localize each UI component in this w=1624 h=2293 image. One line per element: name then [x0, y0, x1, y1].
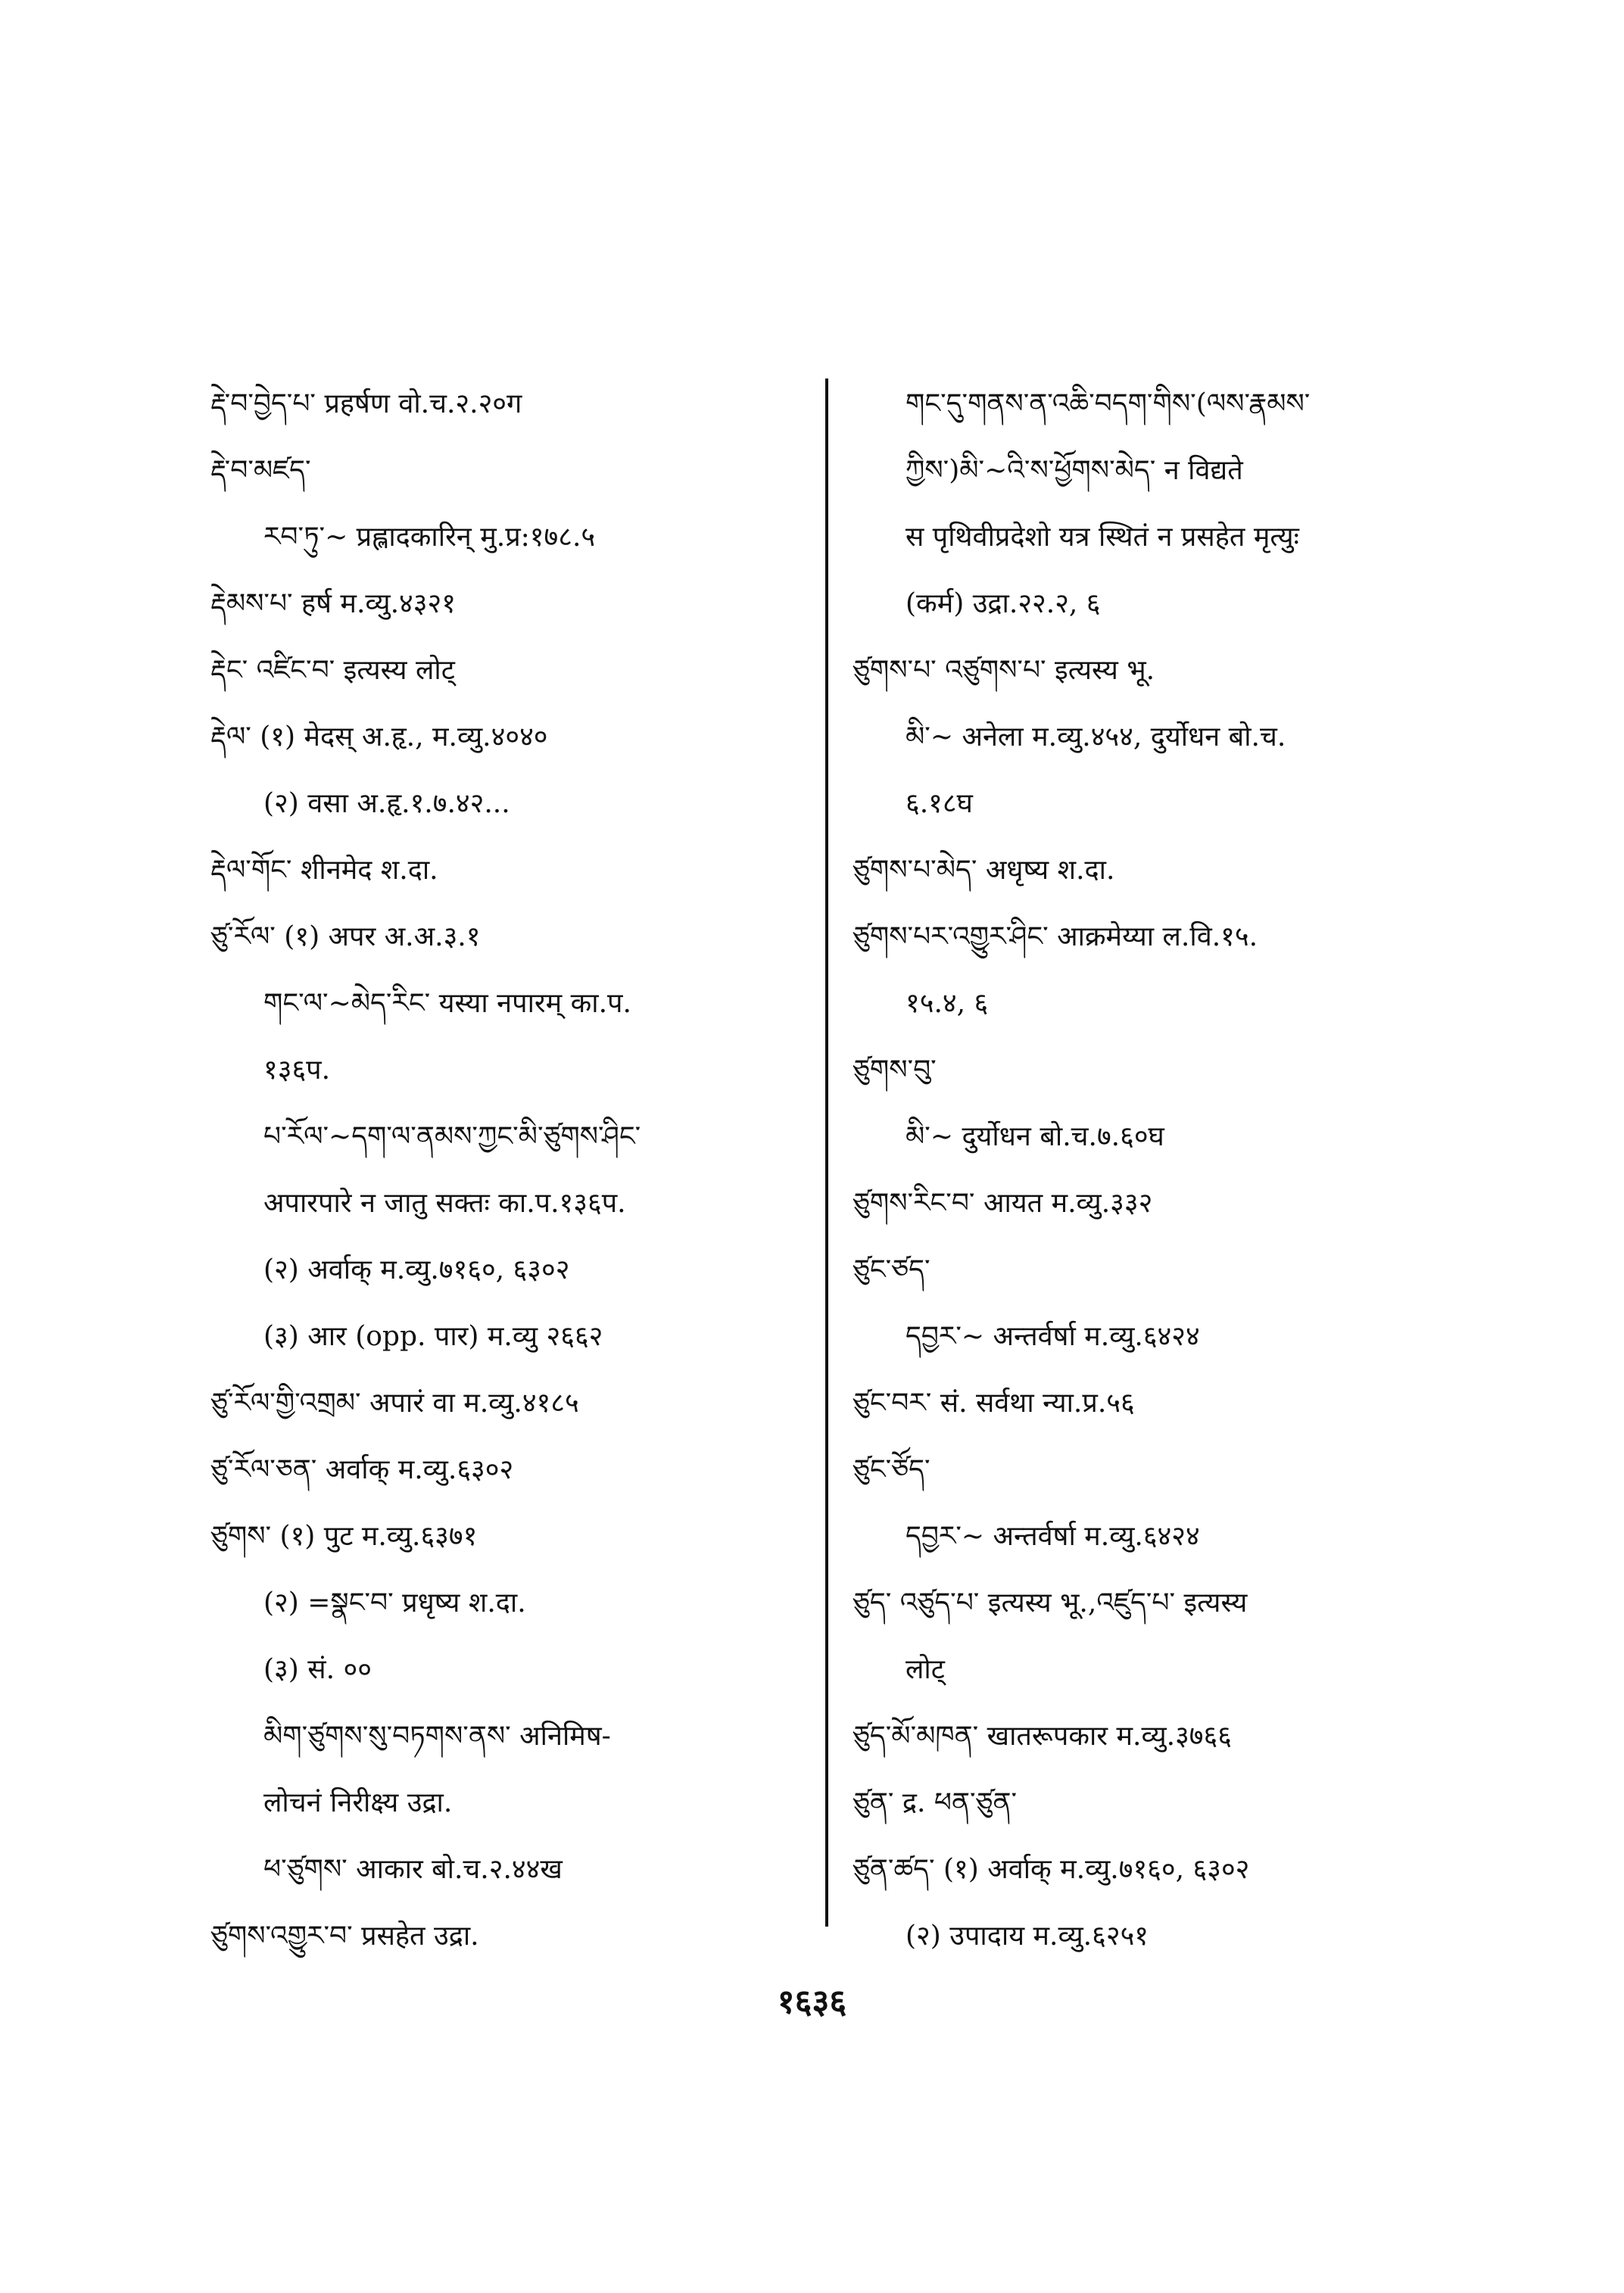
page-number: १६३६ [777, 1983, 847, 2021]
entry-line: པ་རོལ་~དག་ལ་ནམས་ཀྱང་མི་ཙུགས་ཤིང་ [263, 1121, 641, 1152]
entry-line: ཙུད་ འཙུད་པ་ इत्यस्य भू.,འཛུད་པ་ इत्यस्य [853, 1587, 1248, 1618]
entry-line: ཙུགས་རིང་བ་ आयत म.व्यु.३३२ [853, 1188, 1153, 1219]
entry-line: རྡེ་བ་བྱེད་པ་ प्रहर्षण वो.च.२.२०ग [210, 388, 522, 419]
left-column [210, 371, 809, 1970]
entry-line: ६.१८घ [906, 788, 973, 819]
entry-line: १३६प. [263, 1055, 331, 1086]
entry-line: རྡེལ་ (१) मेदस् अ.हृ., म.व्यु.४०४० [210, 721, 548, 752]
entry-line: ཙུན་ द्र. ཕན་ཙུན་ [853, 1787, 1018, 1818]
entry-line: མི་~ दुर्योधन बो.च.७.६०घ [906, 1121, 1164, 1152]
entry-line: ཙུ་རོལ་ཅན་ अर्वाक् म.व्यु.६३०२ [210, 1454, 514, 1485]
entry-line: ཀྱིས་)མི་~འི་ས་ཕྱོགས་མེད་ न विद्यते [906, 455, 1243, 486]
entry-line: ཙུང་བར་ सं. सर्वथा न्या.प्र.५६ [853, 1388, 1135, 1419]
entry-line: ཙུགས་ (१) पुट म.व्यु.६३७१ [210, 1521, 478, 1552]
entry-line: ཙུགས་པ་ འཙུགས་པ་ इत्यस्य भू. [853, 655, 1155, 686]
entry-line: (२) अर्वाक् म.व्यु.७१६०, ६३०२ [263, 1254, 570, 1285]
entry-line: མི་~ अनेला म.व्यु.४५४, दुर्योधन बो.च. [906, 721, 1286, 752]
entry-line: ཙུགས་བུ་ [853, 1055, 937, 1086]
entry-line: གང་ལ་~མེད་རིང་ यस्या नपारम् का.प. [263, 988, 631, 1019]
entry-line: ཙུན་ཚད་ (१) अर्वाक् म.व्यु.७१६०, ६३०२ [853, 1854, 1250, 1885]
right-column [853, 371, 1458, 1970]
entry-line: ཙུང་ཙོད་ [853, 1454, 930, 1485]
entry-line: ཙུ་རོལ་ (१) अपर अ.अ.३.१ [210, 921, 481, 952]
entry-line: (३) आर (opp. पार) म.व्यु २६६२ [263, 1321, 603, 1352]
entry-line: ཙུགས་འགྱུར་བ་ प्रसहेत उद्रा. [210, 1921, 479, 1952]
entry-line: ཙུ་རོལ་གྱི་འགྲམ་ अपारं वा म.व्यु.४१८५ [210, 1388, 579, 1419]
entry-line: (२) वसा अ.हृ.१.७.४२... [263, 788, 510, 819]
entry-line: ཙུགས་པ་མེད་ अधृष्य श.दा. [853, 855, 1115, 886]
entry-line: དབྱར་~ अन्तर्वर्षा म.व्यु.६४२४ [906, 1321, 1200, 1352]
entry-line: ཙུགས་པར་འགྱུར་ཤིང་ आक्रमेय्या ल.वि.१५. [853, 921, 1258, 952]
entry-line: གང་དུ་གནས་ན་འཆི་བདག་གིས་(ལས་རྣམས་ [906, 388, 1311, 419]
entry-line: རྡེམས་པ་ हर्ष म.व्यु.४३२१ [210, 588, 456, 619]
entry-line: རབ་ཏུ་~ प्रह्लादकारिन् मु.प्र:१७८.५ [263, 522, 596, 553]
entry-line: དབྱར་~ अन्तर्वर्षा म.व्यु.६४२४ [906, 1521, 1200, 1552]
entry-line: (२) उपादाय म.व्यु.६२५१ [906, 1921, 1149, 1952]
entry-line: རྡེལ་གོང་ शीनमेद श.दा. [210, 855, 438, 886]
entry-line: མིག་ཙུགས་སུ་བཏགས་ནས་ अनिमिष- [263, 1721, 611, 1752]
entry-line: ཕ་ཙུགས་ आकार बो.च.२.४४ख [263, 1854, 563, 1885]
entry-line: རྡེ་བ་མཛད་ [210, 455, 311, 486]
entry-line: (कर्म) उद्रा.२२.२, ६ [906, 588, 1101, 619]
entry-line: लोचनं निरीक्ष्य उद्रा. [263, 1787, 453, 1818]
entry-line: ཙུད་མོ་མཁན་ खातरूपकार म.व्यु.३७६६ [853, 1721, 1232, 1752]
column-divider [825, 379, 828, 1927]
entry-line: अपारपारे न जातु सक्तः का.प.१३६प. [263, 1188, 626, 1219]
entry-line: १५.४, ६ [906, 988, 989, 1019]
entry-line: རྡེང་ འཛིང་བ་ इत्यस्य लोट् [210, 655, 455, 686]
entry-line: लोट् [906, 1654, 945, 1685]
entry-line: ཙུང་ཙད་ [853, 1254, 930, 1285]
entry-line: स पृथिवीप्रदेशो यत्र स्थितं न प्रसहेत मृत्युः [906, 522, 1299, 553]
entry-line: (३) सं. ०० [263, 1654, 372, 1685]
entry-line: (२) =སྣང་བ་ प्रधृष्य श.दा. [263, 1587, 526, 1618]
